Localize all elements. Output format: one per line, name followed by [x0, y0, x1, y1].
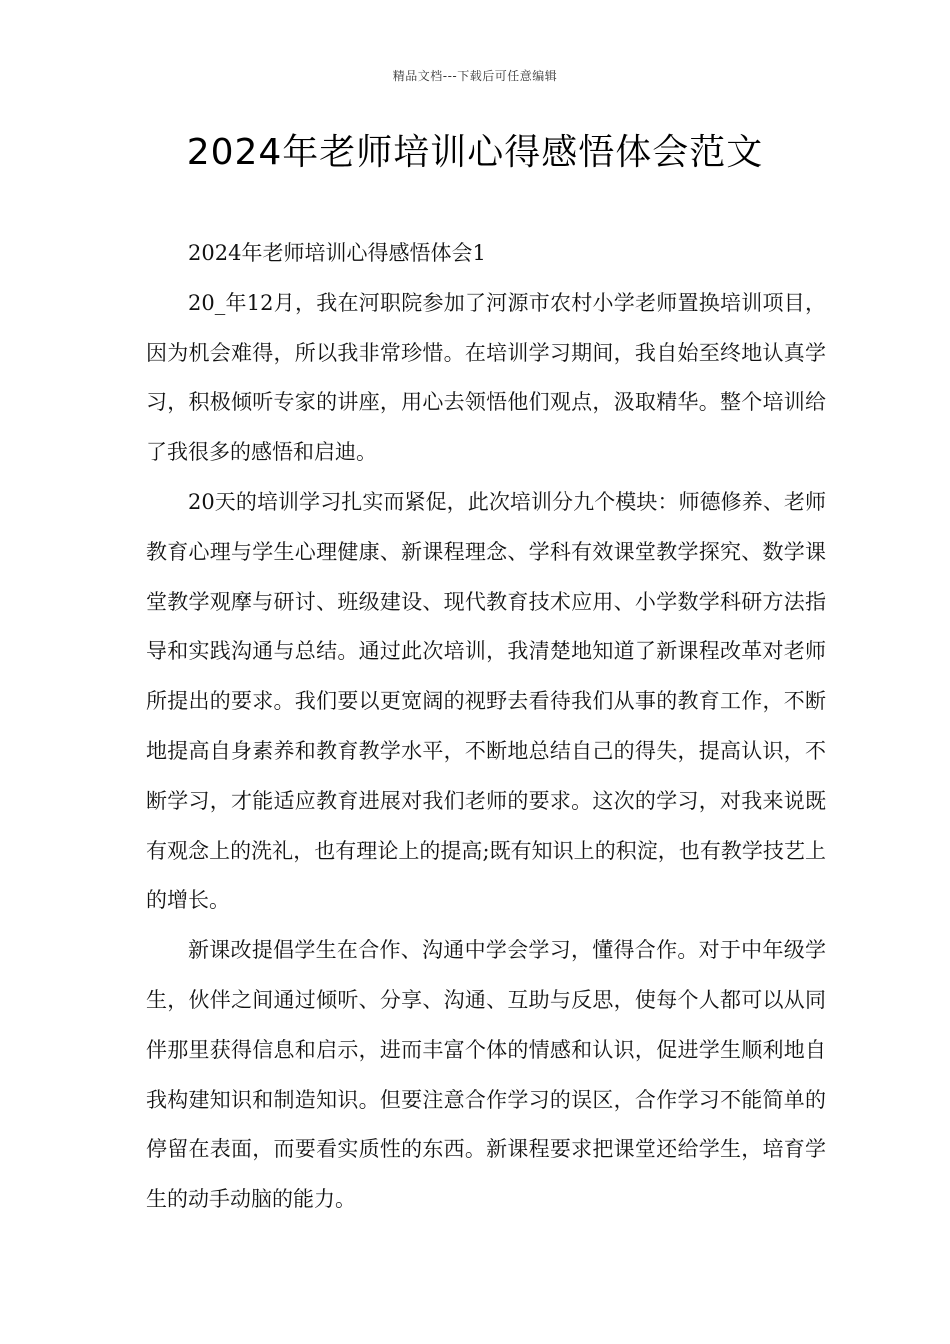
paragraph-1: 20_年12月，我在河职院参加了河源市农村小学老师置换培训项目，因为机会难得，所以我非常珍惜。在培训学习期间，我自始至终地认真学习，积极倾听专家的讲座，用心去领悟他们观点，汲取精华。整个培训给了我很多的感悟和启迪。 [146, 290, 826, 465]
document-body [146, 229, 826, 1225]
document-title: 2024年老师培训心得感悟体会范文 [186, 132, 764, 173]
paragraph-2: 20天的培训学习扎实而紧促，此次培训分九个模块：师德修养、老师教育心理与学生心理健康、新课程理念、学科有效课堂教学探究、数学课堂教学观摩与研讨、班级建设、现代教育技术应用、小学数学科研方法指导和实践沟通与总结。通过此次培训，我清楚地知道了新课程改革对老师所提出的要求。我们要以更宽阔的视野去看待我们从事的教育工作，不断地提高自身素养和教育教学水平，不断地总结自己的得失，提高认识，不断学习，才能适应教育进展对我们老师的要求。这次的学习，对我来说既有观念上的洗礼，也有理论上的提高;既有知识上的积淀，也有教学技艺上的增长。 [146, 489, 826, 913]
header-note: 精品文档---下载后可任意编辑 [392, 69, 558, 83]
paragraph-3: 新课改提倡学生在合作、沟通中学会学习，懂得合作。对于中年级学生，伙伴之间通过倾听、分享、沟通、互助与反思，使每个人都可以从同伴那里获得信息和启示，进而丰富个体的情感和认识，促进学生顺利地自我构建知识和制造知识。但要注意合作学习的误区，合作学习不能简单的停留在表面，而要看实质性的东西。新课程要求把课堂还给学生，培育学生的动手动脑的能力。 [146, 938, 826, 1212]
section-subheading: 2024年老师培训心得感悟体会1 [188, 241, 486, 265]
